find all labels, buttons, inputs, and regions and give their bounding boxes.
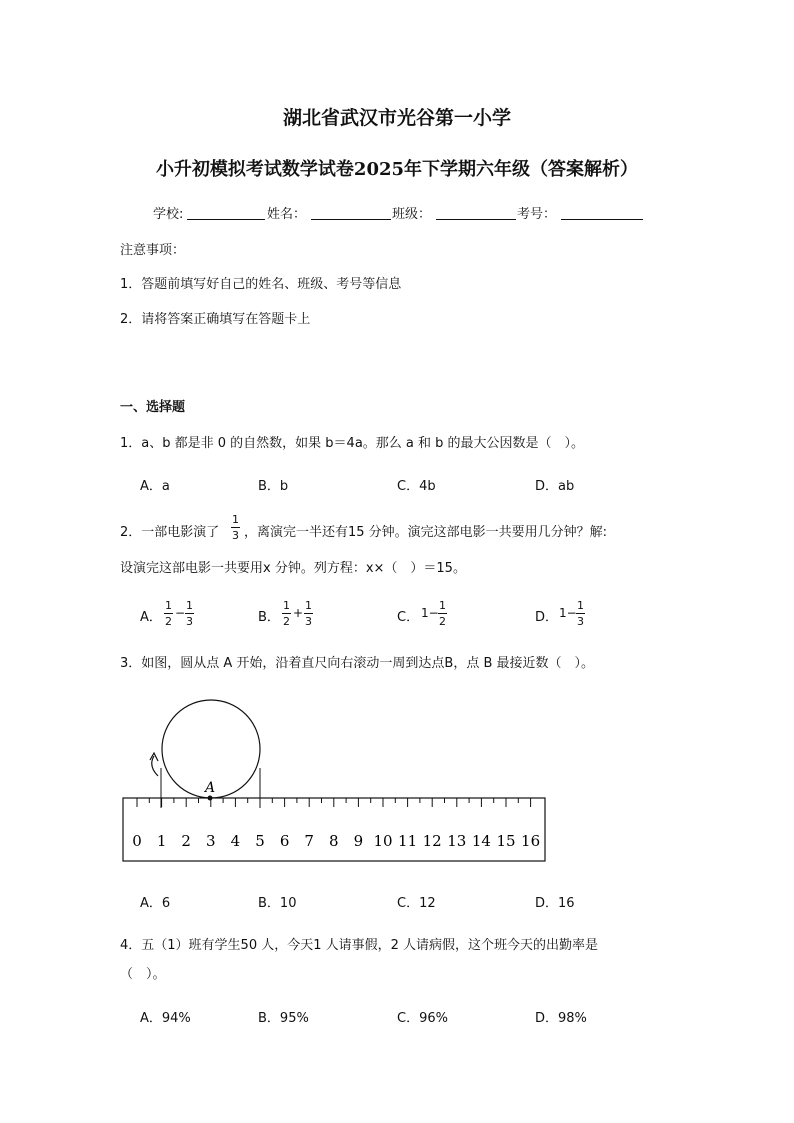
ruler-label: 16	[521, 832, 541, 850]
q2-option-d-lead: 1−	[559, 606, 577, 620]
section-heading: 一、选择题	[120, 400, 186, 415]
ruler-labels	[132, 832, 540, 850]
fraction-denominator: 3	[232, 529, 239, 542]
q2-option-c-label[interactable]: C．	[397, 610, 420, 625]
q1-option-c[interactable]: C．4b	[397, 479, 436, 494]
ruler-label: 2	[181, 832, 191, 850]
ruler-label: 14	[471, 832, 491, 850]
ruler-label: 6	[279, 832, 290, 850]
question-4-line-1: 4．五（1）班有学生50 人，今天1 人请事假，2 人请病假，这个班今天的出勤率是	[120, 938, 599, 953]
ruler-label: 9	[353, 832, 364, 850]
q2-option-a-frac-1: 1 2	[165, 599, 172, 628]
q3-option-c[interactable]: C．12	[397, 896, 436, 911]
q3-figure	[110, 690, 560, 870]
question-3-text: 3．如图，圆从点 A 开始，沿着直尺向右滚动一周到达点B，点 B 最接近数（ ）。	[120, 656, 595, 671]
q2-fraction	[231, 514, 240, 541]
ruler-label: 3	[206, 832, 216, 850]
q2-option-a-operator: −	[175, 606, 186, 620]
school-blank[interactable]	[187, 219, 265, 220]
q2-option-c-lead: 1−	[421, 606, 439, 620]
q1-option-d[interactable]: D．ab	[535, 479, 575, 494]
exam-title: 小升初模拟考试数学试卷2025年下学期六年级（答案解析）	[155, 159, 639, 180]
q2-option-d-frac: 1 3	[577, 599, 584, 628]
notes-heading: 注意事项：	[120, 243, 186, 258]
number-label: 考号：	[517, 207, 557, 222]
q1-option-b[interactable]: B．b	[258, 479, 289, 494]
q2-option-b-frac-2: 1 3	[305, 599, 312, 628]
ruler-label: 7	[304, 832, 314, 850]
ruler-label: 0	[132, 832, 142, 850]
class-blank[interactable]	[436, 219, 516, 220]
q2-option-a-frac-2: 1 3	[186, 599, 193, 628]
notes-item-2: 2．请将答案正确填写在答题卡上	[120, 312, 311, 327]
ruler-label: 11	[398, 832, 418, 850]
ruler-label: 1	[156, 832, 167, 850]
school-title: 湖北省武汉市光谷第一小学	[282, 107, 511, 129]
ruler-ticks	[137, 798, 531, 807]
notes-item-1: 1．答题前填写好自己的姓名、班级、考号等信息	[120, 277, 402, 292]
ruler-label: 4	[230, 832, 241, 850]
q3-option-a[interactable]: A．6	[140, 896, 171, 911]
school-label: 学校:	[153, 207, 184, 222]
ruler-label: 10	[373, 832, 393, 850]
ruler-label: 8	[329, 832, 339, 850]
ruler	[123, 798, 545, 861]
question-4-line-2: （ ）。	[120, 967, 166, 982]
class-label: 班级：	[392, 207, 432, 222]
question-2-text-a: 2．一部电影演了	[120, 525, 220, 540]
name-blank[interactable]	[311, 219, 391, 220]
fraction-numerator: 1	[232, 513, 239, 526]
ruler-label: 13	[447, 832, 467, 850]
ruler-label: 5	[255, 832, 265, 850]
point-a-label: A	[205, 780, 216, 796]
question-1-text: 1．a、b 都是非 0 的自然数，如果 b＝4a。那么 a 和 b 的最大公因数是（ ）。	[120, 436, 585, 451]
q2-option-b-label[interactable]: B．	[258, 610, 280, 625]
q3-option-b[interactable]: B．10	[258, 896, 297, 911]
q3-option-d[interactable]: D．16	[535, 896, 575, 911]
q4-option-c[interactable]: C．96%	[397, 1011, 448, 1026]
q4-option-a[interactable]: A．94%	[140, 1011, 191, 1026]
number-blank[interactable]	[561, 219, 643, 220]
q2-option-b-operator: +	[293, 606, 304, 620]
q4-option-d[interactable]: D．98%	[535, 1011, 587, 1026]
q1-option-a[interactable]: A．a	[140, 479, 170, 494]
question-2-text-b: ，离演完一半还有15 分钟。演完这部电影一共要用几分钟？解:	[244, 525, 608, 540]
q2-option-c-frac: 1 2	[439, 599, 446, 628]
q2-option-b-frac-1: 1 2	[283, 599, 290, 628]
ruler-label: 12	[422, 832, 442, 850]
question-2-line-2: 设演完这部电影一共要用x 分钟。列方程：x×（ ）＝15。	[120, 561, 466, 576]
q2-option-a-label[interactable]: A．	[140, 610, 162, 625]
ruler-label: 15	[496, 832, 516, 850]
name-label: 姓名：	[267, 207, 307, 222]
q4-option-b[interactable]: B．95%	[258, 1011, 309, 1026]
q2-option-d-label[interactable]: D．	[535, 610, 559, 625]
